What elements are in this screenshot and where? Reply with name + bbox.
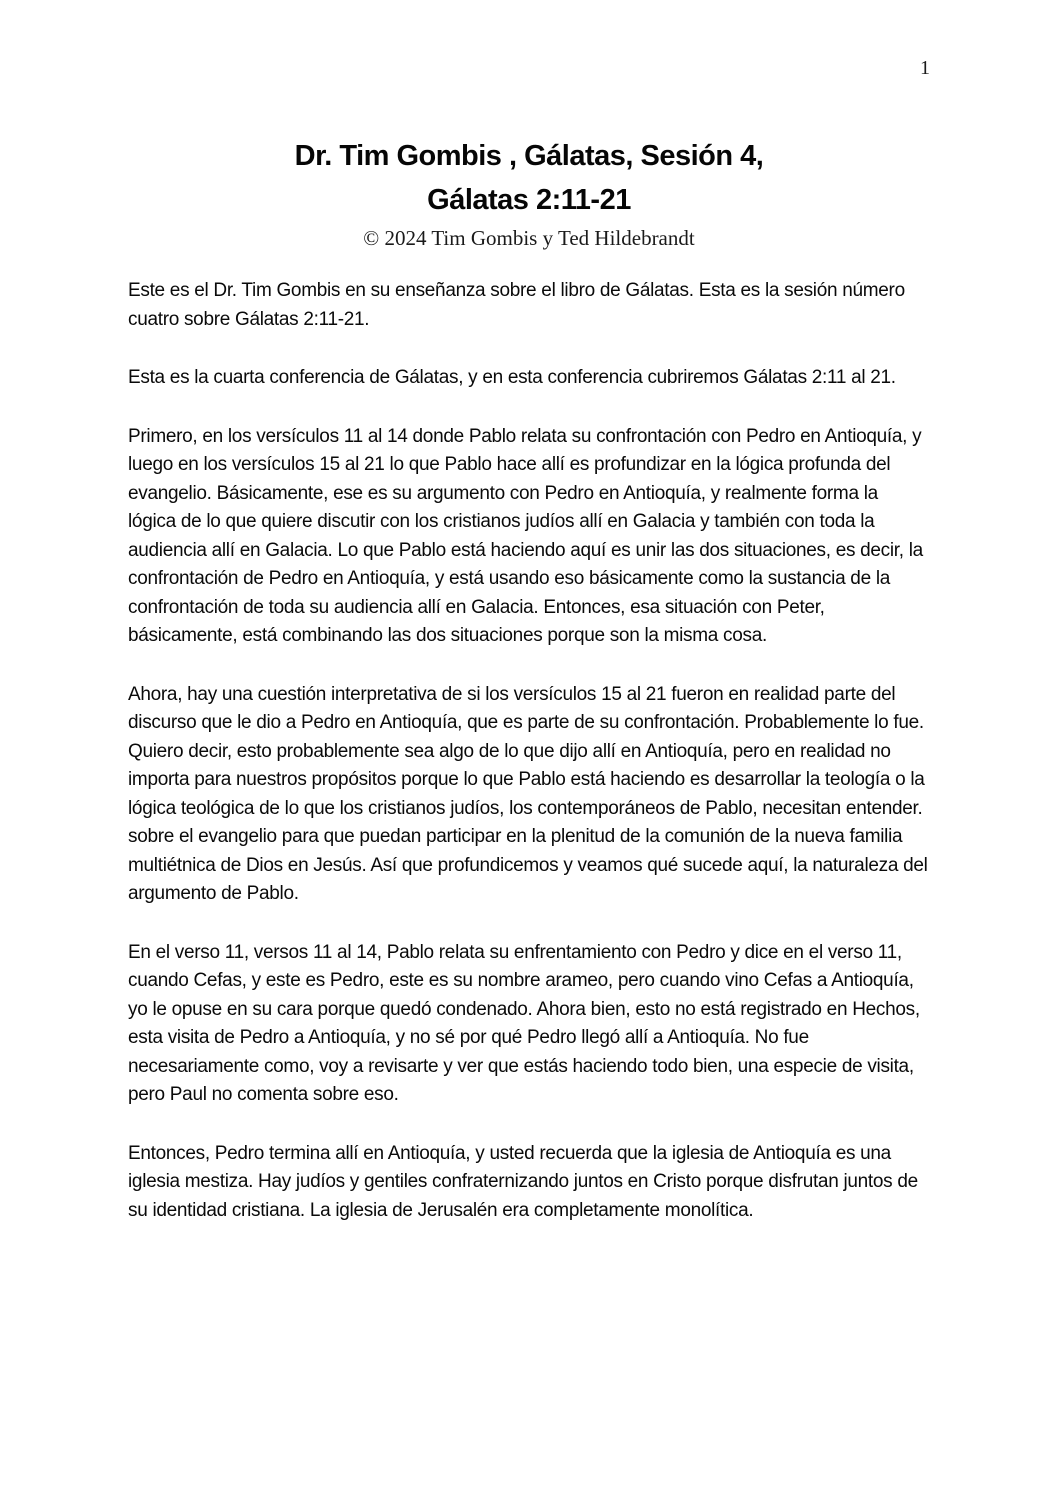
title-line-2: Gálatas 2:11-21 [427,184,631,216]
paragraph-1: Este es el Dr. Tim Gombis en su enseñanza sobre el libro de Gálatas. Esta es la sesión número cuatro sobre Gálatas 2:11-21. [128,280,905,330]
page-number: 1 [920,57,930,79]
paragraph-2: Esta es la cuarta conferencia de Gálatas, y en esta conferencia cubriremos Gálatas 2:11 al 21. [128,367,896,388]
paragraph-4: Ahora, hay una cuestión interpretativa de si los versículos 15 al 21 fueron en realidad parte del discurso que le dio a Pedro en Antioquía, que es parte de su confrontación. Probablemente lo fue. Quiero decir, esto probablemente sea algo de lo que dijo allí en Antioquía, pero en realidad no importa para nuestros propósitos porque lo que Pablo está haciendo es desarrollar la teología o la lógica teológica de lo que los cristianos judíos, los contemporáneos de Pablo, necesitan entender. sobre el evangelio para que puedan participar en la plenitud de la comunión de la nueva familia multiétnica de Dios en Jesús. Así que profundicemos y veamos qué sucede aquí, la naturaleza del argumento de Pablo. [128,683,928,904]
paragraph-3: Primero, en los versículos 11 al 14 donde Pablo relata su confrontación con Pedro en Antioquía, y luego en los versículos 15 al 21 lo que Pablo hace allí es profundizar en la lógica profunda del evangelio. Básicamente, ese es su argumento con Pedro en Antioquía, y realmente forma la lógica de lo que quiere discutir con los cristianos judíos allí en Galacia y también con toda la audiencia allí en Galacia. Lo que Pablo está haciendo aquí es unir las dos situaciones, es decir, la confrontación de Pedro en Antioquía, y está usando eso básicamente como la sustancia de la confrontación de toda su audiencia allí en Galacia. Entonces, esa situación con Peter, básicamente, está combinando las dos situaciones porque son la misma cosa. [128,425,923,646]
title-line-1: Dr. Tim Gombis , Gálatas, Sesión 4, [294,140,764,172]
paragraph-6: Entonces, Pedro termina allí en Antioquía, y usted recuerda que la iglesia de Antioquía es una iglesia mestiza. Hay judíos y gentiles confraternizando juntos en Cristo porque disfrutan juntos de su identidad cristiana. La iglesia de Jerusalén era completamente monolítica. [128,1142,918,1221]
copyright-line: © 2024 Tim Gombis y Ted Hildebrandt [363,226,695,250]
document-title [128,134,930,222]
document-body [128,277,930,1225]
paragraph-5: En el verso 11, versos 11 al 14, Pablo relata su enfrentamiento con Pedro y dice en el verso 11, cuando Cefas, y este es Pedro, este es su nombre arameo, pero cuando vino Cefas a Antioquía, yo le opuse en su cara porque quedó condenado. Ahora bien, esto no está registrado en Hechos, esta visita de Pedro a Antioquía, y no sé por qué Pedro llegó allí a Antioquía. No fue necesariamente como, voy a revisarte y ver que estás haciendo todo bien, una especie de visita, pero Paul no comenta sobre eso. [128,941,920,1105]
